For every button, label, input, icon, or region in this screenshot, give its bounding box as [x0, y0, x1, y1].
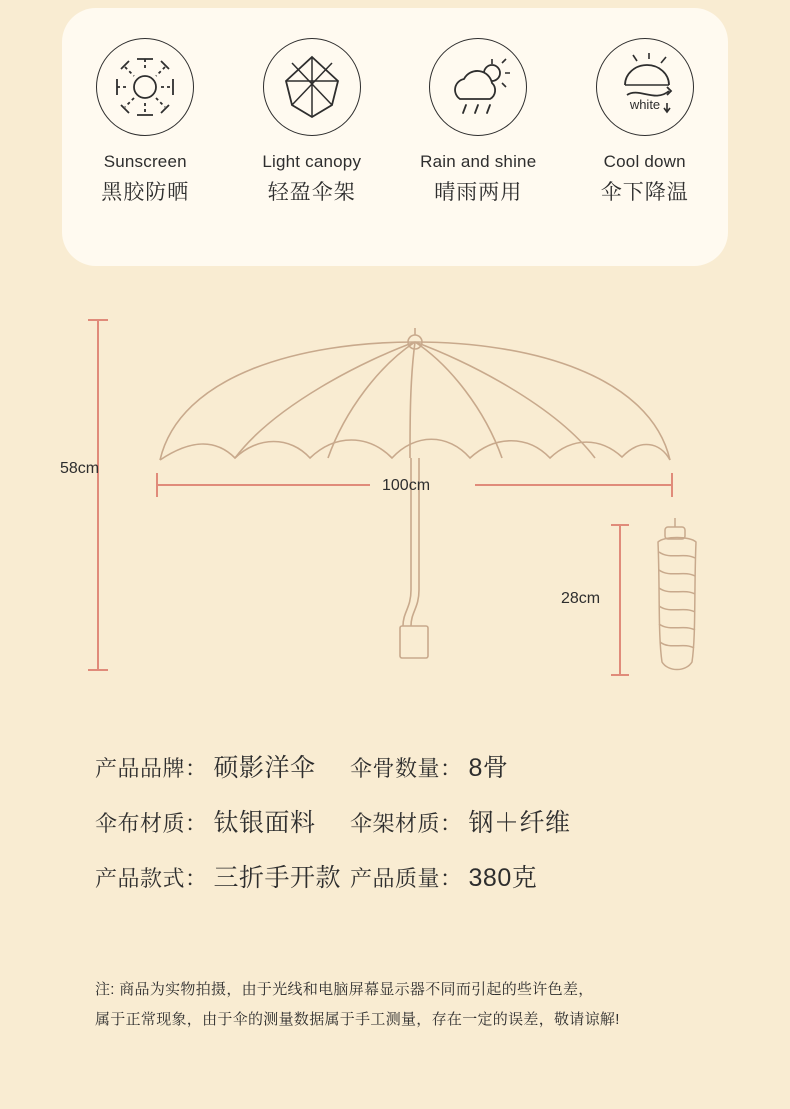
spec-frame-material [350, 803, 650, 839]
spec-value: 8骨 [468, 754, 509, 782]
spec-value: 380克 [468, 864, 538, 892]
table-row [95, 803, 715, 839]
table-row [95, 748, 715, 784]
feature-label-en: Sunscreen [103, 152, 187, 171]
feature-list [62, 8, 728, 206]
disclaimer-note [95, 975, 715, 1035]
feature-label-zh: 轻盈伞架 [267, 181, 356, 204]
spec-key: 伞架材质： [350, 811, 463, 836]
feature-item-sunscreen [66, 38, 224, 206]
feature-item-cool-down [566, 38, 724, 206]
feature-label-zh: 晴雨两用 [434, 181, 523, 204]
note-line-2: 属于正常现象，由于伞的测量数据属于手工测量，存在一定的误差，敬请谅解! [95, 1011, 620, 1028]
spec-key: 产品品牌： [95, 756, 208, 781]
diagram-svg [0, 290, 790, 700]
spec-table [95, 748, 715, 913]
feature-label-zh: 黑胶防晒 [101, 181, 190, 204]
spec-key: 伞布材质： [95, 811, 208, 836]
folded-umbrella-outline [611, 518, 696, 675]
spec-value: 钛银面料 [213, 809, 316, 837]
height-measure-line [88, 320, 108, 670]
feature-label-en: Rain and shine [420, 152, 537, 171]
spec-rib-count [350, 748, 650, 784]
cool-down-icon [596, 38, 694, 136]
spec-value: 钢＋纤维 [468, 809, 571, 837]
note-line-1: 注: 商品为实物拍摄，由于光线和电脑屏幕显示器不同而引起的些许色差， [95, 981, 594, 998]
spec-weight [350, 858, 650, 894]
folded-measure-line [611, 525, 629, 675]
umbrella-dimension-diagram [0, 290, 790, 700]
spec-brand [95, 748, 350, 784]
cloud-sun-rain-icon [429, 38, 527, 136]
umbrella-top-icon [263, 38, 361, 136]
feature-label-zh: 伞下降温 [600, 181, 689, 204]
spec-key: 产品款式： [95, 866, 208, 891]
cool-badge-text: white [629, 97, 660, 112]
spec-fabric [95, 803, 350, 839]
table-row [95, 858, 715, 894]
feature-item-rain-shine [399, 38, 557, 206]
feature-item-canopy [233, 38, 391, 206]
folded-label: 28cm [561, 590, 601, 607]
spec-key: 产品质量： [350, 866, 463, 891]
sun-rays-icon [96, 38, 194, 136]
height-label: 58cm [60, 460, 100, 477]
span-label: 100cm [382, 477, 431, 494]
spec-value: 三折手开款 [213, 864, 342, 892]
feature-label-en: Light canopy [262, 152, 362, 171]
feature-label-en: Cool down [603, 152, 686, 171]
spec-style [95, 858, 350, 894]
spec-value: 硕影洋伞 [213, 754, 316, 782]
spec-key: 伞骨数量： [350, 756, 463, 781]
feature-card [62, 8, 728, 266]
